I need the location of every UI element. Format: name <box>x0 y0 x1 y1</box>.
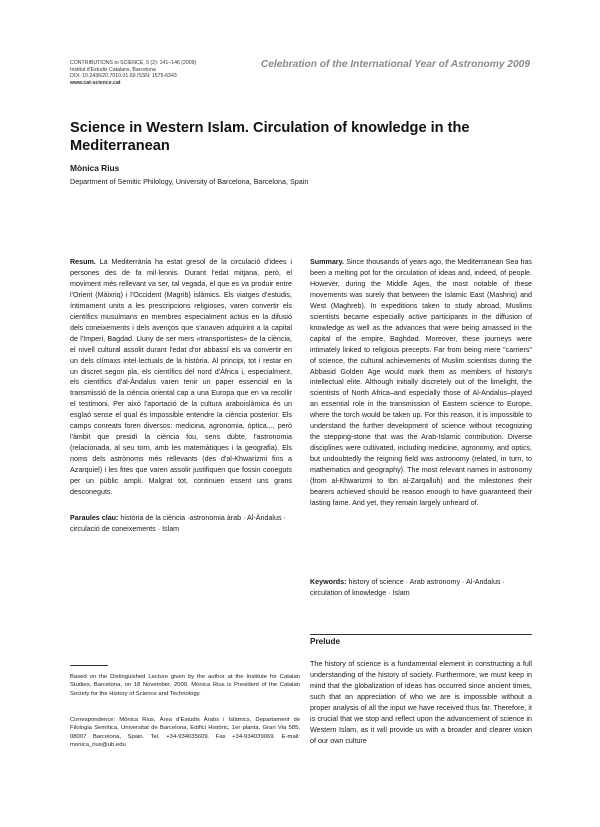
author-name: Mònica Rius <box>70 163 120 173</box>
resum-abstract <box>70 257 292 498</box>
keywords-text: history of science · Arab astronomy · Al-Andalus · circulation of knowledge · Islam <box>310 578 505 597</box>
prelude-text: The history of science is a fundamental element in constructing a full understanding of the history of society. Furthermore, we must keep in mind that the globalization of ideas has occurred since ancient times, such that an appreciation of who we are is impossible without a proper analysis of all the input we have received thus far. Therefore, it is crucial that we stop and reflect upon the advancement of science in Western Islam, as it will provide us with a broader and clearer vision of our own culture <box>310 660 532 745</box>
series-title: Celebration of the International Year of Astronomy 2009 <box>260 59 530 70</box>
prelude-rule <box>310 634 532 635</box>
footnote-lecture: Based on the Distinguished Lecture given by the author at the Institute for Catalan Studies, Barcelona, on 18 November, 2009. Mònica Rius is President of the Catalan Society for the History of Science and Technology. <box>70 674 300 697</box>
paraules-clau-text: història de la ciència ·astronomia àrab · Al-Àndalus · circulació de coneixements · Islam <box>70 514 286 533</box>
summary-abstract <box>310 257 532 509</box>
paraules-clau-label: Paraules clau: <box>70 514 119 522</box>
keywords-label: Keywords: <box>310 578 347 586</box>
journal-publisher: Institut d'Estudis Catalans, Barcelona <box>70 66 156 73</box>
journal-info <box>70 60 270 86</box>
resum-text: La Mediterrània ha estat gresol de la circulació d'idees i persones des de fa mil·lennis. Durant l'edat mitjana, però, el moviment més rellevant va ser, tal vegada, el que es va produir entre l'Orient (Màixriq) i l'Occident (Magrib) islàmics. Els viatges d'estudis, íntimament units a les prescripcions religioses, varen convertir els científics musulmans en membres especialment actius en la difusió dels coneixements i dels avenços que s'anaven adquirint a la capital de l'Imperi, Bagdad. Lluny de ser mers «transportistes» de la ciència, el nivell cultural assolit durant l'edat d'or abbassí els va convertir en un dels clímaxs intel·lectuals de la història. Al principi, tot i restar en un discret segon pla, els científics del nord d'Àfrica i, especialment, els científics d'al-Àndalus varen tenir un paper essencial en la transmissió de la ciència oriental cap a una Europa que en va recollir el testimoni. Per això l'aportació de la cultura araboislàmica és un esglaó sense el qual és impossible entendre la ciència posterior. Els camps conreats foren diversos: medicina, agronomia, òptica..., però l'àmbit que presidí la ciència fou, sens dubte, l'astronomia (relacionada, al seu torn, amb les matemàtiques i la geografia). Els noms dels astrònoms més rellevants (des d'al-Khwarizmi fins a Azarquiel) i les fites que varen assolir justifiquen que fossin coneguts per un públic ampli. Malgrat tot, continuen essent uns grans desconeguts. <box>70 258 292 497</box>
journal-citation: CONTRIBUTIONS to SCIENCE, 5 (2): 141–146 (2009) <box>70 60 197 66</box>
summary-label: Summary. <box>310 258 344 266</box>
section-heading-prelude: Prelude <box>310 637 341 646</box>
resum-label: Resum. <box>70 258 96 266</box>
paraules-clau <box>70 513 292 535</box>
article-title: Science in Western Islam. Circulation of knowledge in the Mediterranean <box>70 120 470 154</box>
journal-website[interactable]: www.cat-science.cat <box>70 79 121 86</box>
journal-doi: DOI: 10.2436/20.7010.01.69 ISSN: 1575-6343 <box>70 73 177 80</box>
keywords <box>310 577 532 599</box>
author-affiliation: Department of Semitic Philology, University of Barcelona, Barcelona, Spain <box>70 177 309 186</box>
footnote-rule <box>70 665 108 666</box>
summary-text: Since thousands of years ago, the Mediterranean Sea has been a melting pot for the circulation of ideas and, indeed, of people. However, during the Middle Ages, the most notable of these movements was surely that between the Islamic East (Mashriq) and West (Maghreb). In expeditions taken to study abroad, Muslims scientists became especially active participants in the diffusion of knowledge as well as the advances that were being amassed in the capital of the empire, Baghdad. Moreover, these journeys were intimately linked to religious precepts. Far from being mere "carriers" of science, the cultural achievements of Muslim scientists during the Abbasid Golden Age would mark them as members of history's intellectual elite. Although initially discretely out of the limelight, the scientists of North Africa–and especially those of Al-Andalus–played an essential role in the transmission of Eastern science to Europe, where the torch would be taken up. For this reason, it is impossible to understand the further development of science without recognizing the stepping-stone that was the Arab-Islamic contribution. Diverse disciplines were cultivated, including medicine, agronomy, and optics, but undoubtedly the reigning field was astronomy (related, in turn, to mathematics and geography). The most relevant names in astronomy (from al-Khwarizmi to Ibn al-Zarqalluh) and the milestones their bearers achieved should be reason enough to have guaranteed their lasting fame. And yet, they remain largely unheard of. <box>310 258 532 507</box>
footnote-correspondence: Correspondence: Mònica Rius, Àrea d'Estudis Àrabs i Islàmics, Departament de Filologia Semítica, Universitat de Barcelona, Edifici Històric, 1er planta, Gran Via 585, 08007 Barcelona, Spain. Tel. +34-934035609. Fax +34-934039069. E-mail: monica_rius@ub.edu <box>70 717 300 749</box>
